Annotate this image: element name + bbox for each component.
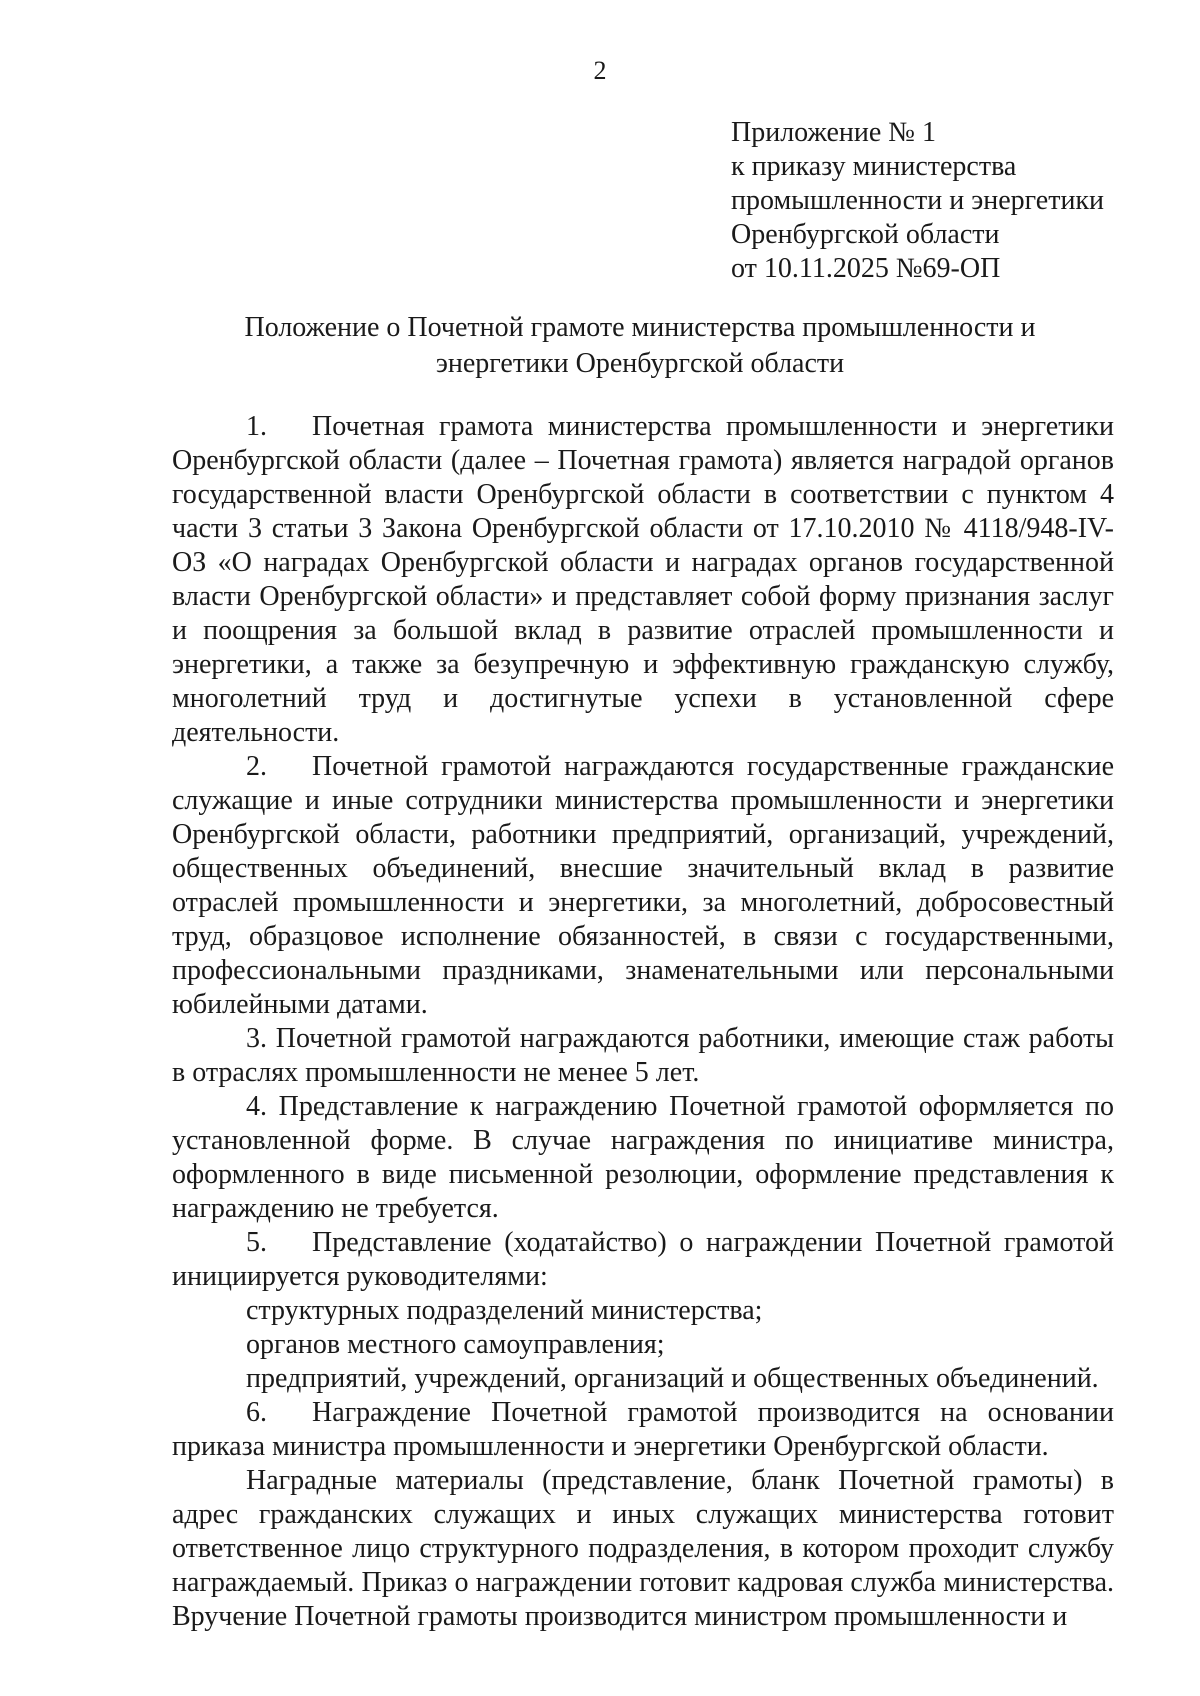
paragraph-2 (172, 750, 1114, 1022)
paragraph-7: Наградные материалы (представление, бланк Почетной грамоты) в адрес гражданских служащих и иных служащих министерства готовит ответственное лицо структурного подразделения, в котором проходит службу награждаемый. Приказ о награждении готовит кадровая служба министерства. Вручение Почетной грамоты производится министром промышленности и (172, 1465, 1114, 1632)
page-number: 2 (593, 56, 607, 85)
appendix-line: промышленности и энергетики (731, 185, 1105, 216)
title-line: энергетики Оренбургской области (435, 348, 845, 379)
paragraph-number: 6. (246, 1397, 267, 1428)
paragraph-text: Почетной грамотой награждаются государственные гражданские служащие и иные сотрудники министерства промышленности и энергетики Оренбургской области, работники предприятий, организаций, учреждений, общественных объединений, внесшие значительный вклад в развитие отраслей промышленности и энергетики, за многолетний, добросовестный труд, образцовое исполнение обязанностей, в связи с государственными, профессиональными праздниками, знаменательными или персональными юбилейными датами. (172, 751, 1114, 1020)
appendix-header (731, 116, 1171, 286)
paragraph-text: Представление (ходатайство) о награждении Почетной грамотой инициируется руководителями: (172, 1227, 1114, 1292)
paragraph-5 (172, 1226, 1114, 1294)
appendix-line: от 10.11.2025 №69-ОП (731, 253, 1001, 284)
appendix-line: Приложение № 1 (731, 117, 936, 148)
paragraph-text: Награждение Почетной грамотой производится на основании приказа министра промышленности и энергетики Оренбургской области. (172, 1397, 1114, 1462)
paragraph-1 (172, 410, 1114, 750)
document-body (172, 410, 1114, 1634)
paragraph-4: 4. Представление к награждению Почетной грамотой оформляется по установленной форме. В случае награждения по инициативе министра, оформленного в виде письменной резолюции, оформление представления к награждению не требуется. (172, 1091, 1114, 1224)
document-title (200, 310, 1080, 382)
paragraph-6 (172, 1396, 1114, 1464)
paragraph-text: Почетная грамота министерства промышленности и энергетики Оренбургской области (далее – Почетная грамота) является наградой органов государственной власти Оренбургской области в соответствии с пунктом 4 части 3 статьи 3 Закона Оренбургской области от 17.10.2010 № 4118/948-IV-ОЗ «О наградах Оренбургской области и наградах органов государственной власти Оренбургской области» и представляет собой форму признания заслуг и поощрения за большой вклад в развитие отраслей промышленности и энергетики, а также за безупречную и эффективную гражданскую службу, многолетний труд и достигнутые успехи в установленной сфере деятельности. (172, 411, 1114, 748)
paragraph-3: 3. Почетной грамотой награждаются работники, имеющие стаж работы в отраслях промышленности не менее 5 лет. (172, 1023, 1114, 1088)
list-item: органов местного самоуправления; (246, 1329, 665, 1360)
appendix-line: Оренбургской области (731, 219, 1000, 250)
paragraph-number: 5. (246, 1227, 267, 1258)
appendix-line: к приказу министерства (731, 151, 1017, 182)
list-item: предприятий, учреждений, организаций и общественных объединений. (246, 1363, 1099, 1394)
paragraph-number: 1. (246, 411, 267, 442)
paragraph-number: 2. (246, 751, 267, 782)
title-line: Положение о Почетной грамоте министерства промышленности и (244, 312, 1036, 343)
list-item: структурных подразделений министерства; (246, 1295, 763, 1326)
